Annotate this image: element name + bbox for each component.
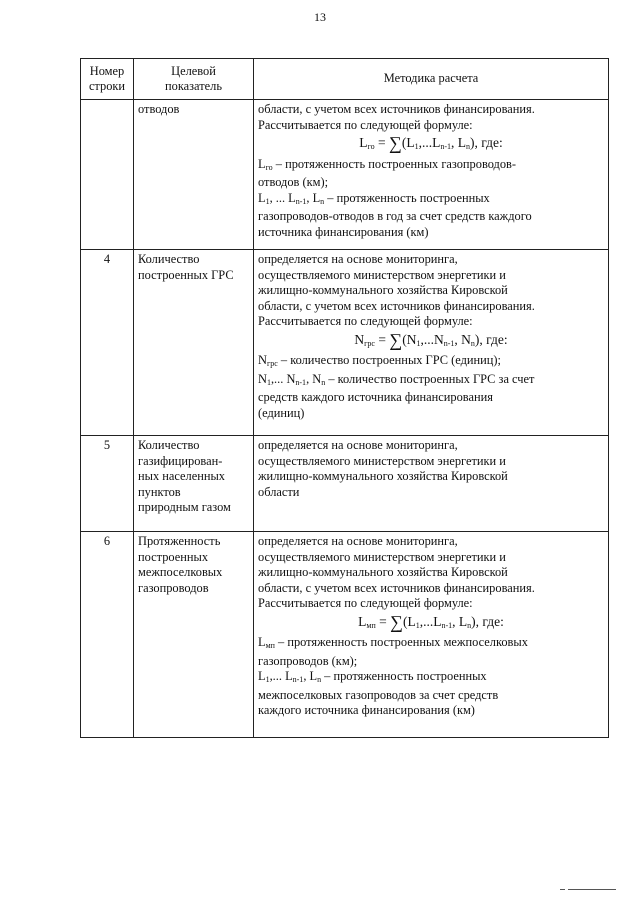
- table-row: [81, 100, 609, 250]
- row-number: 4: [81, 250, 134, 436]
- formula: $N_{грс} = \sum(N_1,...N_{n-1}$, $N_n$), где:: [354, 329, 508, 350]
- table-row: [81, 250, 609, 436]
- formula: $L_{мп} = \sum(L_1,...L_{n-1}$, $L_n$), где:: [358, 611, 504, 632]
- formula: $L_{го} = \sum(L_1,...L_{n-1}$, $L_n$), где:: [359, 133, 503, 153]
- footer-line: [568, 889, 616, 890]
- row-indicator: отводов: [134, 100, 254, 250]
- table-row: [81, 436, 609, 532]
- table-header-row: [81, 59, 609, 100]
- indicators-table: [80, 58, 609, 738]
- footer-dash: [560, 889, 565, 890]
- row-method: определяется на основе мониторинга, осуществляемого министерством энергетики и жилищно-коммунального хозяйства Кировской области: [254, 436, 609, 532]
- page-number: 13: [314, 10, 326, 24]
- row-method: определяется на основе мониторинга, осуществляемого министерством энергетики и жилищно-коммунального хозяйства Кировской области, с учетом всех источников финансирования. Рассчитывается по следующей формуле: $L_{мп} = \sum(L_1,...L_{n-1}$, $L_n$), где: $L_{мп}$ – протяженность построенных межпоселковых газопроводов (км); $L_1$,... $L_{n-1}$, $L_n$ – протяженность построенных межпоселковых газопроводов за счет средств каждого источника финансирования (км): [254, 532, 609, 738]
- header-method: Методика расчета: [254, 59, 609, 100]
- row-number: [81, 100, 134, 250]
- header-indicator: Целевой показатель: [134, 59, 254, 100]
- row-indicator: Количество газифицирован- ных населенных пунктов природным газом: [134, 436, 254, 532]
- row-method: определяется на основе мониторинга, осуществляемого министерством энергетики и жилищно-коммунального хозяйства Кировской области, с учетом всех источников финансирования. Рассчитывается по следующей формуле: $N_{грс} = \sum(N_1,...N_{n-1}$, $N_n$), где: $N_{грс}$ – количество построенных ГРС (единиц); $N_1$,... $N_{n-1}$, $N_n$ – количество построенных ГРС за счет средств каждого источника финансирования (единиц): [254, 250, 609, 436]
- row-number: 5: [81, 436, 134, 532]
- row-number: 6: [81, 532, 134, 738]
- header-row-number: Номер строки: [81, 59, 134, 100]
- row-indicator: Протяженность построенных межпоселковых газопроводов: [134, 532, 254, 738]
- table-row: [81, 532, 609, 738]
- row-method: области, с учетом всех источников финансирования. Рассчитывается по следующей формуле: $L_{го} = \sum(L_1,...L_{n-1}$, $L_n$), где: $L_{го}$ – протяженность построенных газопроводов- отводов (км); $L_1$, ... $L_{n-1}$, $L_n$ – протяженность построенных газопроводов-отводов в год за счет средств каждого источника финансирования (км): [254, 100, 609, 250]
- row-indicator: Количество построенных ГРС: [134, 250, 254, 436]
